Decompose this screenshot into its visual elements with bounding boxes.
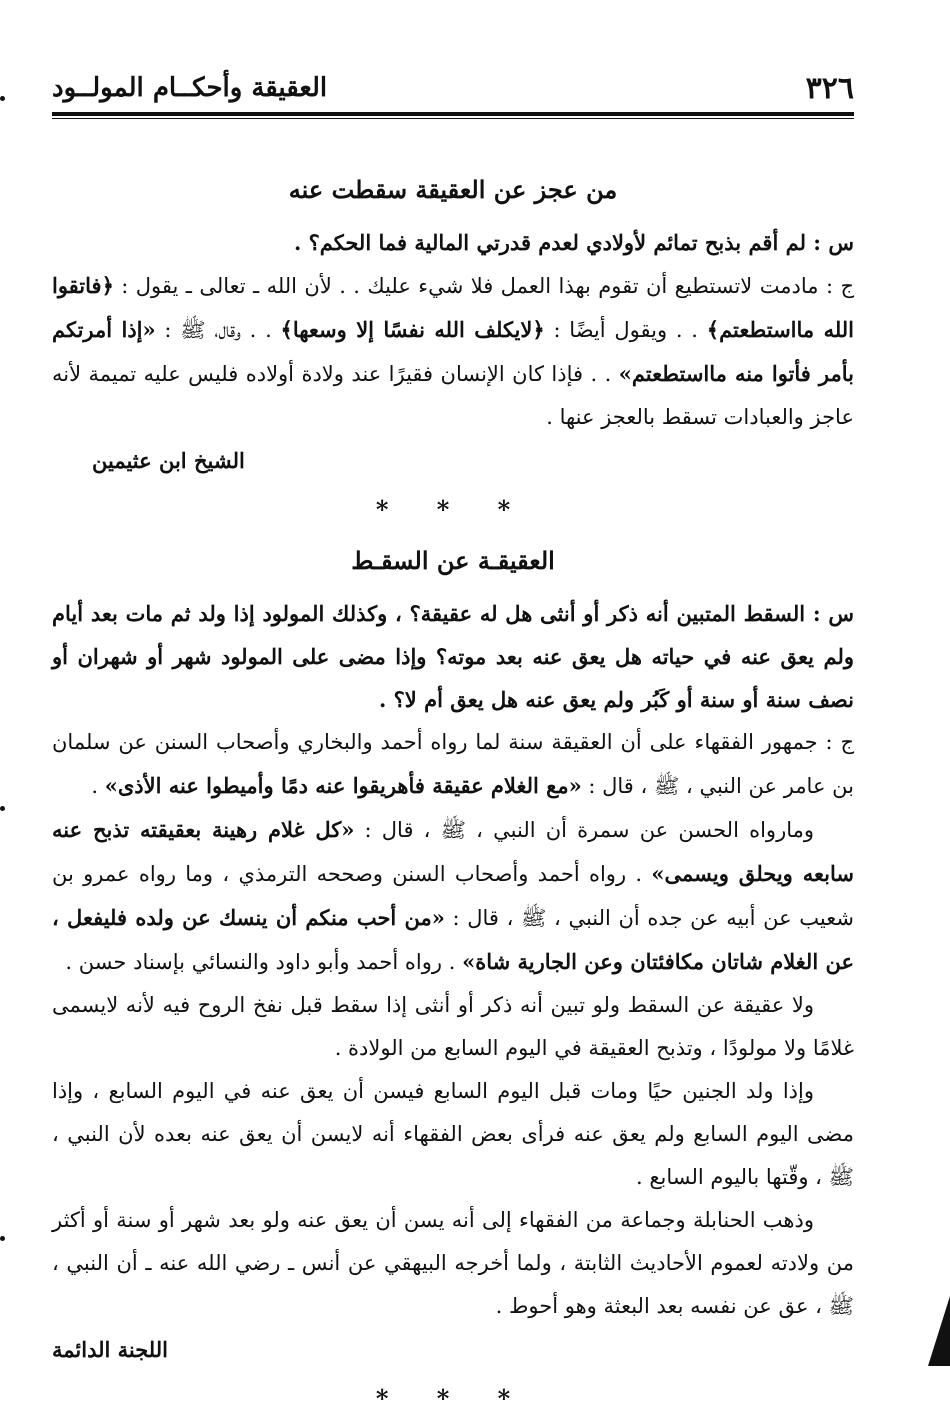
answer-1 [52, 264, 854, 439]
page-corner-shadow [928, 1296, 950, 1366]
answer-1-text-a: ج : مادمت لاتستطيع أن تقوم بهذا العمل فلا شيء عليك . . لأن الله ـ تعالى ـ يقول : [113, 274, 854, 298]
question-2: س : السقط المتبين أنه ذكر أو أنثى هل له عقيقة؟ ، وكذلك المولود إذا ولد ثم مات بعد أيام ولم يعق عنه في حياته هل يعق عنه بعد موته؟ وإذا مضى على المولود شهر أو شهران أو نصف سنة أو سنة أو كَبُر ولم يعق عنه هل يعق أم لا؟ . [52, 601, 854, 712]
answer-2-para-4: وإذا ولد الجنين حيًا ومات قبل اليوم السابع فيسن أن يعق عنه في اليوم السابع ، وإذا مضى اليوم السابع ولم يعق عنه فرأى بعض الفقهاء أنه لايسن أن يعق عنه بعده لأن النبي ، ﷺ ، وقّتها باليوم السابع . [52, 1079, 854, 1189]
section-divider: * * * [375, 495, 531, 524]
page-content [52, 160, 854, 1428]
answer-2-para-1 [52, 721, 854, 808]
answer-2-para-2 [52, 808, 854, 984]
scan-mark-top [0, 96, 5, 101]
hadith-quote-1: «إذا أمرتكم بأمر فأتوا منه مااستطعتم» [52, 317, 854, 386]
answer-1-text-b: . . ويقول أيضًا : [544, 318, 707, 342]
answer-2-p1-text-a: ج : جمهور الفقهاء على أن العقيقة سنة لما رواه أحمد والبخاري وأصحاب السنن عن سلمان بن عامر عن النبي ، ﷺ ، قال : [52, 730, 854, 798]
answer-1-text-c: . . وقال، ﷺ : [155, 318, 281, 342]
answer-2-para-5: وذهب الحنابلة وجماعة من الفقهاء إلى أنه يسن أن يعق عنه ولو بعد شهر أو سنة أو أكثر من ولادته لعموم الأحاديث الثابتة ، ولما أخرجه البيهقي عن أنس ـ رضي الله عنه ـ أن النبي ، ﷺ ، عق عن نفسه بعد البعثة وهو أحوط . [52, 1208, 855, 1318]
scan-mark-bottom [0, 1236, 5, 1241]
question-1: س : لم أقم بذبح تمائم لأولادي لعدم قدرتي المالية فما الحكم؟ . [294, 230, 854, 255]
answer-2-para-3: ولا عقيقة عن السقط ولو تبين أنه ذكر أو أنثى إذا سقط قبل نفخ الروح فيه لأنه لايسمى غلامًا ولا مولودًا ، وتذبح العقيقة في اليوم السابع من الولادة . [52, 993, 854, 1060]
answer-2-p2-text-b: . رواه أحمد وأصحاب السنن وصححه الترمذي ، وما رواه عمرو بن شعيب عن أبيه عن جده أن النبي ، ﷺ ، قال : [52, 862, 854, 930]
header-rule-thin [52, 118, 854, 119]
header-rule [52, 112, 854, 116]
scan-mark-middle [0, 806, 5, 811]
section-title-1: من عجز عن العقيقة سقطت عنه [288, 175, 618, 204]
hadith-quote-4: «من أحب منكم أن ينسك عن ولده فليفعل ، عن الغلام شاتان مكافئتان وعن الجارية شاة» [52, 905, 854, 974]
page-number: ٣٢٦ [805, 70, 854, 106]
signature-2: اللجنة الدائمة [52, 1337, 168, 1362]
answer-2-p2-text-c: . رواه أحمد وأبو داود والنسائي بإسناد حسن . [65, 950, 463, 974]
page-header [52, 68, 854, 108]
answer-1-text-d: . . فإذا كان الإنسان فقيرًا عند ولادة أولاده فليس عليه تميمة لأنه عاجز والعبادات تسقط بالعجز عنها . [52, 362, 854, 429]
quran-quote-1: ﴿فاتقوا الله مااستطعتم﴾ [52, 273, 855, 342]
answer-2-p2-text-a: ومارواه الحسن عن سمرة أن النبي ، ﷺ ، قال : [354, 818, 814, 842]
quran-quote-2: ﴿لايكلف الله نفسًا إلا وسعها﴾ [280, 317, 545, 342]
end-divider: * * * [375, 1384, 531, 1413]
running-title: العقيقة وأحكــام المولــود [52, 73, 328, 103]
answer-2-p1-text-b: . [91, 774, 105, 798]
hadith-quote-2: «مع الغلام عقيقة فأهريقوا عنه دمًا وأميطوا عنه الأذى» [104, 773, 582, 798]
signature-1: الشيخ ابن عثيمين [92, 448, 245, 473]
hadith-quote-3: «كل غلام رهينة بعقيقته تذبح عنه سابعه ويحلق ويسمى» [52, 817, 854, 886]
section-title-2: العقيقـة عن السقـط [351, 546, 555, 575]
